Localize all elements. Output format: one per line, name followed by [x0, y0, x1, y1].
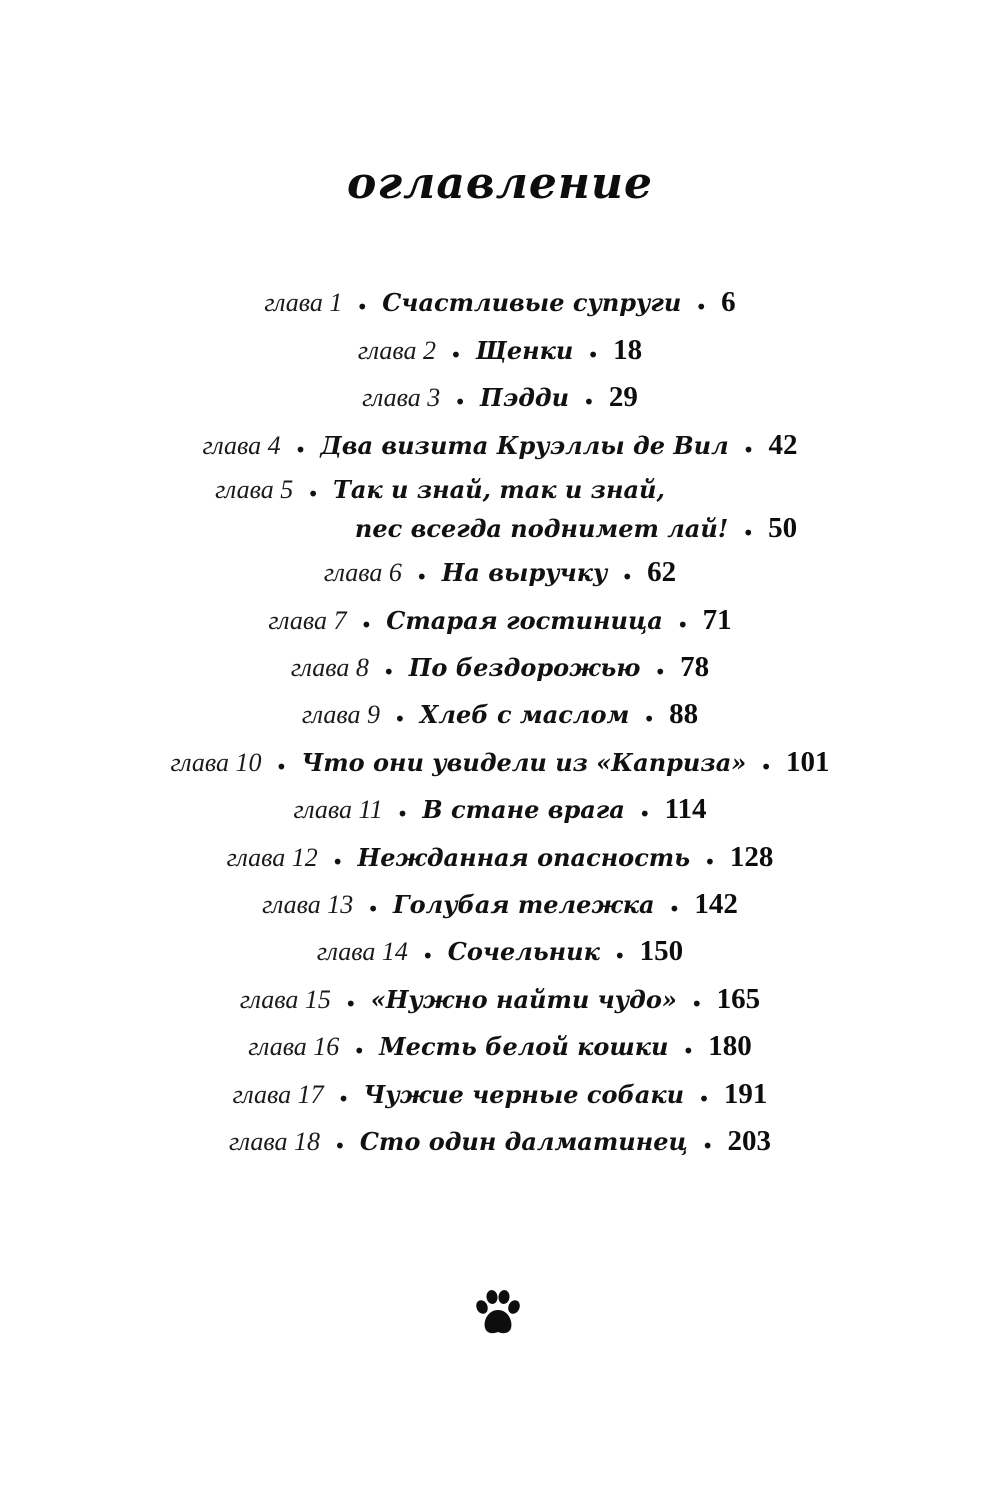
chapter-title: Сто один далматинец: [359, 1127, 688, 1156]
chapter-title: В стане врага: [422, 795, 625, 824]
separator-dot: •: [454, 389, 467, 414]
page-number: 191: [723, 1078, 768, 1110]
separator-dot: •: [275, 754, 288, 779]
separator-dot: •: [449, 342, 462, 367]
toc-entry-18[interactable]: [0, 1117, 1000, 1165]
chapter-title: Счастливые супруги: [382, 288, 682, 317]
page-number: 62: [647, 556, 677, 588]
page-number: 42: [768, 429, 798, 461]
separator-dot: •: [421, 943, 434, 968]
page-number: 78: [680, 651, 710, 683]
toc-entry-17[interactable]: [0, 1070, 1000, 1118]
separator-dot: •: [415, 564, 428, 589]
chapter-label: глава 7: [268, 606, 347, 635]
chapter-title: Сочельник: [447, 937, 600, 966]
toc-entry-2[interactable]: [0, 326, 1000, 374]
separator-dot: •: [695, 294, 708, 319]
separator-dot: •: [704, 849, 716, 874]
separator-dot: •: [613, 943, 626, 968]
chapter-title: Нежданная опасность: [357, 843, 691, 872]
toc-entry-1[interactable]: [0, 278, 1000, 326]
page-number: 29: [608, 381, 638, 413]
page-number: 165: [716, 983, 761, 1015]
separator-dot: •: [668, 896, 681, 921]
chapter-title: Старая гостиница: [386, 606, 663, 635]
paw-print-icon: [472, 1288, 524, 1340]
toc-entry-11[interactable]: [0, 785, 1000, 833]
separator-dot: •: [638, 801, 651, 826]
separator-dot: •: [331, 849, 344, 874]
chapter-label: глава 4: [202, 431, 281, 460]
separator-dot: •: [587, 342, 600, 367]
chapter-label: глава 12: [226, 843, 318, 872]
separator-dot: •: [621, 564, 634, 589]
chapter-title: Хлеб с маслом: [419, 700, 630, 729]
chapter-label: глава 15: [239, 985, 331, 1014]
page-number: 71: [702, 604, 732, 636]
chapter-title: На выручку: [441, 558, 608, 587]
separator-dot: •: [742, 437, 755, 462]
chapter-label: глава 11: [293, 795, 383, 824]
chapter-title-line-2: пес всегда поднимет лай!: [354, 514, 729, 543]
toc-entry-12[interactable]: [0, 833, 1000, 881]
chapter-label: глава 13: [262, 890, 354, 919]
separator-dot: •: [367, 896, 380, 921]
toc-entry-7[interactable]: [0, 596, 1000, 644]
toc-entry-10[interactable]: [0, 738, 1000, 786]
toc-entry-15[interactable]: [0, 975, 1000, 1023]
separator-dot: •: [654, 659, 667, 684]
chapter-title: Чужие черные собаки: [363, 1080, 685, 1109]
chapter-title: «Нужно найти чудо»: [370, 985, 677, 1014]
page-title: оглавление: [347, 158, 653, 209]
page-number: 18: [613, 334, 643, 366]
page-number: 142: [694, 888, 738, 920]
separator-dot: •: [742, 520, 755, 545]
chapter-title: По бездорожью: [408, 653, 641, 682]
page-number: 101: [786, 746, 830, 778]
separator-dot: •: [294, 437, 307, 462]
toc-entry-5-continued[interactable]: [76, 504, 1000, 552]
chapter-label: глава 3: [362, 383, 441, 412]
page-number: 203: [727, 1125, 772, 1157]
page-number: 50: [768, 512, 798, 544]
chapter-title: Щенки: [475, 336, 574, 365]
separator-dot: •: [698, 1086, 710, 1111]
separator-dot: •: [583, 389, 595, 414]
page-number: 88: [669, 698, 699, 730]
page-number: 180: [708, 1030, 752, 1062]
page-number: 6: [721, 286, 736, 318]
separator-dot: •: [334, 1133, 346, 1158]
separator-dot: •: [356, 294, 369, 319]
chapter-title: Голубая тележка: [393, 890, 655, 919]
chapter-label: глава 18: [228, 1127, 321, 1156]
toc-entry-6[interactable]: [0, 548, 1000, 596]
separator-dot: •: [394, 706, 406, 731]
chapter-label: глава 1: [264, 288, 343, 317]
page-number: 150: [639, 935, 684, 967]
separator-dot: •: [307, 481, 319, 506]
chapter-label: глава 14: [316, 937, 408, 966]
page-number: 128: [729, 841, 774, 873]
toc-entry-16[interactable]: [0, 1022, 1000, 1070]
separator-dot: •: [643, 706, 656, 731]
separator-dot: •: [360, 612, 373, 637]
separator-dot: •: [344, 991, 357, 1016]
chapter-label: глава 8: [290, 653, 369, 682]
chapter-label: глава 17: [232, 1080, 324, 1109]
separator-dot: •: [337, 1086, 350, 1111]
chapter-title: Пэдди: [480, 383, 570, 412]
separator-dot: •: [682, 1038, 695, 1063]
chapter-title: Два визита Круэллы де Вил: [320, 431, 729, 460]
separator-dot: •: [382, 659, 395, 684]
separator-dot: •: [396, 801, 409, 826]
separator-dot: •: [701, 1133, 714, 1158]
toc-entry-4[interactable]: [0, 421, 1000, 469]
separator-dot: •: [353, 1038, 366, 1063]
chapter-label: глава 6: [323, 558, 402, 587]
separator-dot: •: [690, 991, 703, 1016]
toc-entry-9[interactable]: [0, 690, 1000, 738]
separator-dot: •: [760, 754, 773, 779]
toc-entry-3[interactable]: [0, 373, 1000, 421]
separator-dot: •: [676, 612, 689, 637]
chapter-title: Что они увидели из «Каприза»: [301, 748, 747, 777]
toc-entry-13[interactable]: [0, 880, 1000, 928]
chapter-title-line-1: Так и знай, так и знай,: [333, 475, 665, 504]
chapter-label: глава 5: [215, 475, 294, 504]
chapter-label: глава 9: [301, 700, 380, 729]
toc-entry-8[interactable]: [0, 643, 1000, 691]
chapter-label: глава 2: [357, 336, 436, 365]
chapter-label: глава 16: [248, 1032, 340, 1061]
chapter-label: глава 10: [170, 748, 262, 777]
chapter-title: Месть белой кошки: [379, 1032, 669, 1061]
page-number: 114: [664, 793, 707, 825]
toc-entry-14[interactable]: [0, 927, 1000, 975]
